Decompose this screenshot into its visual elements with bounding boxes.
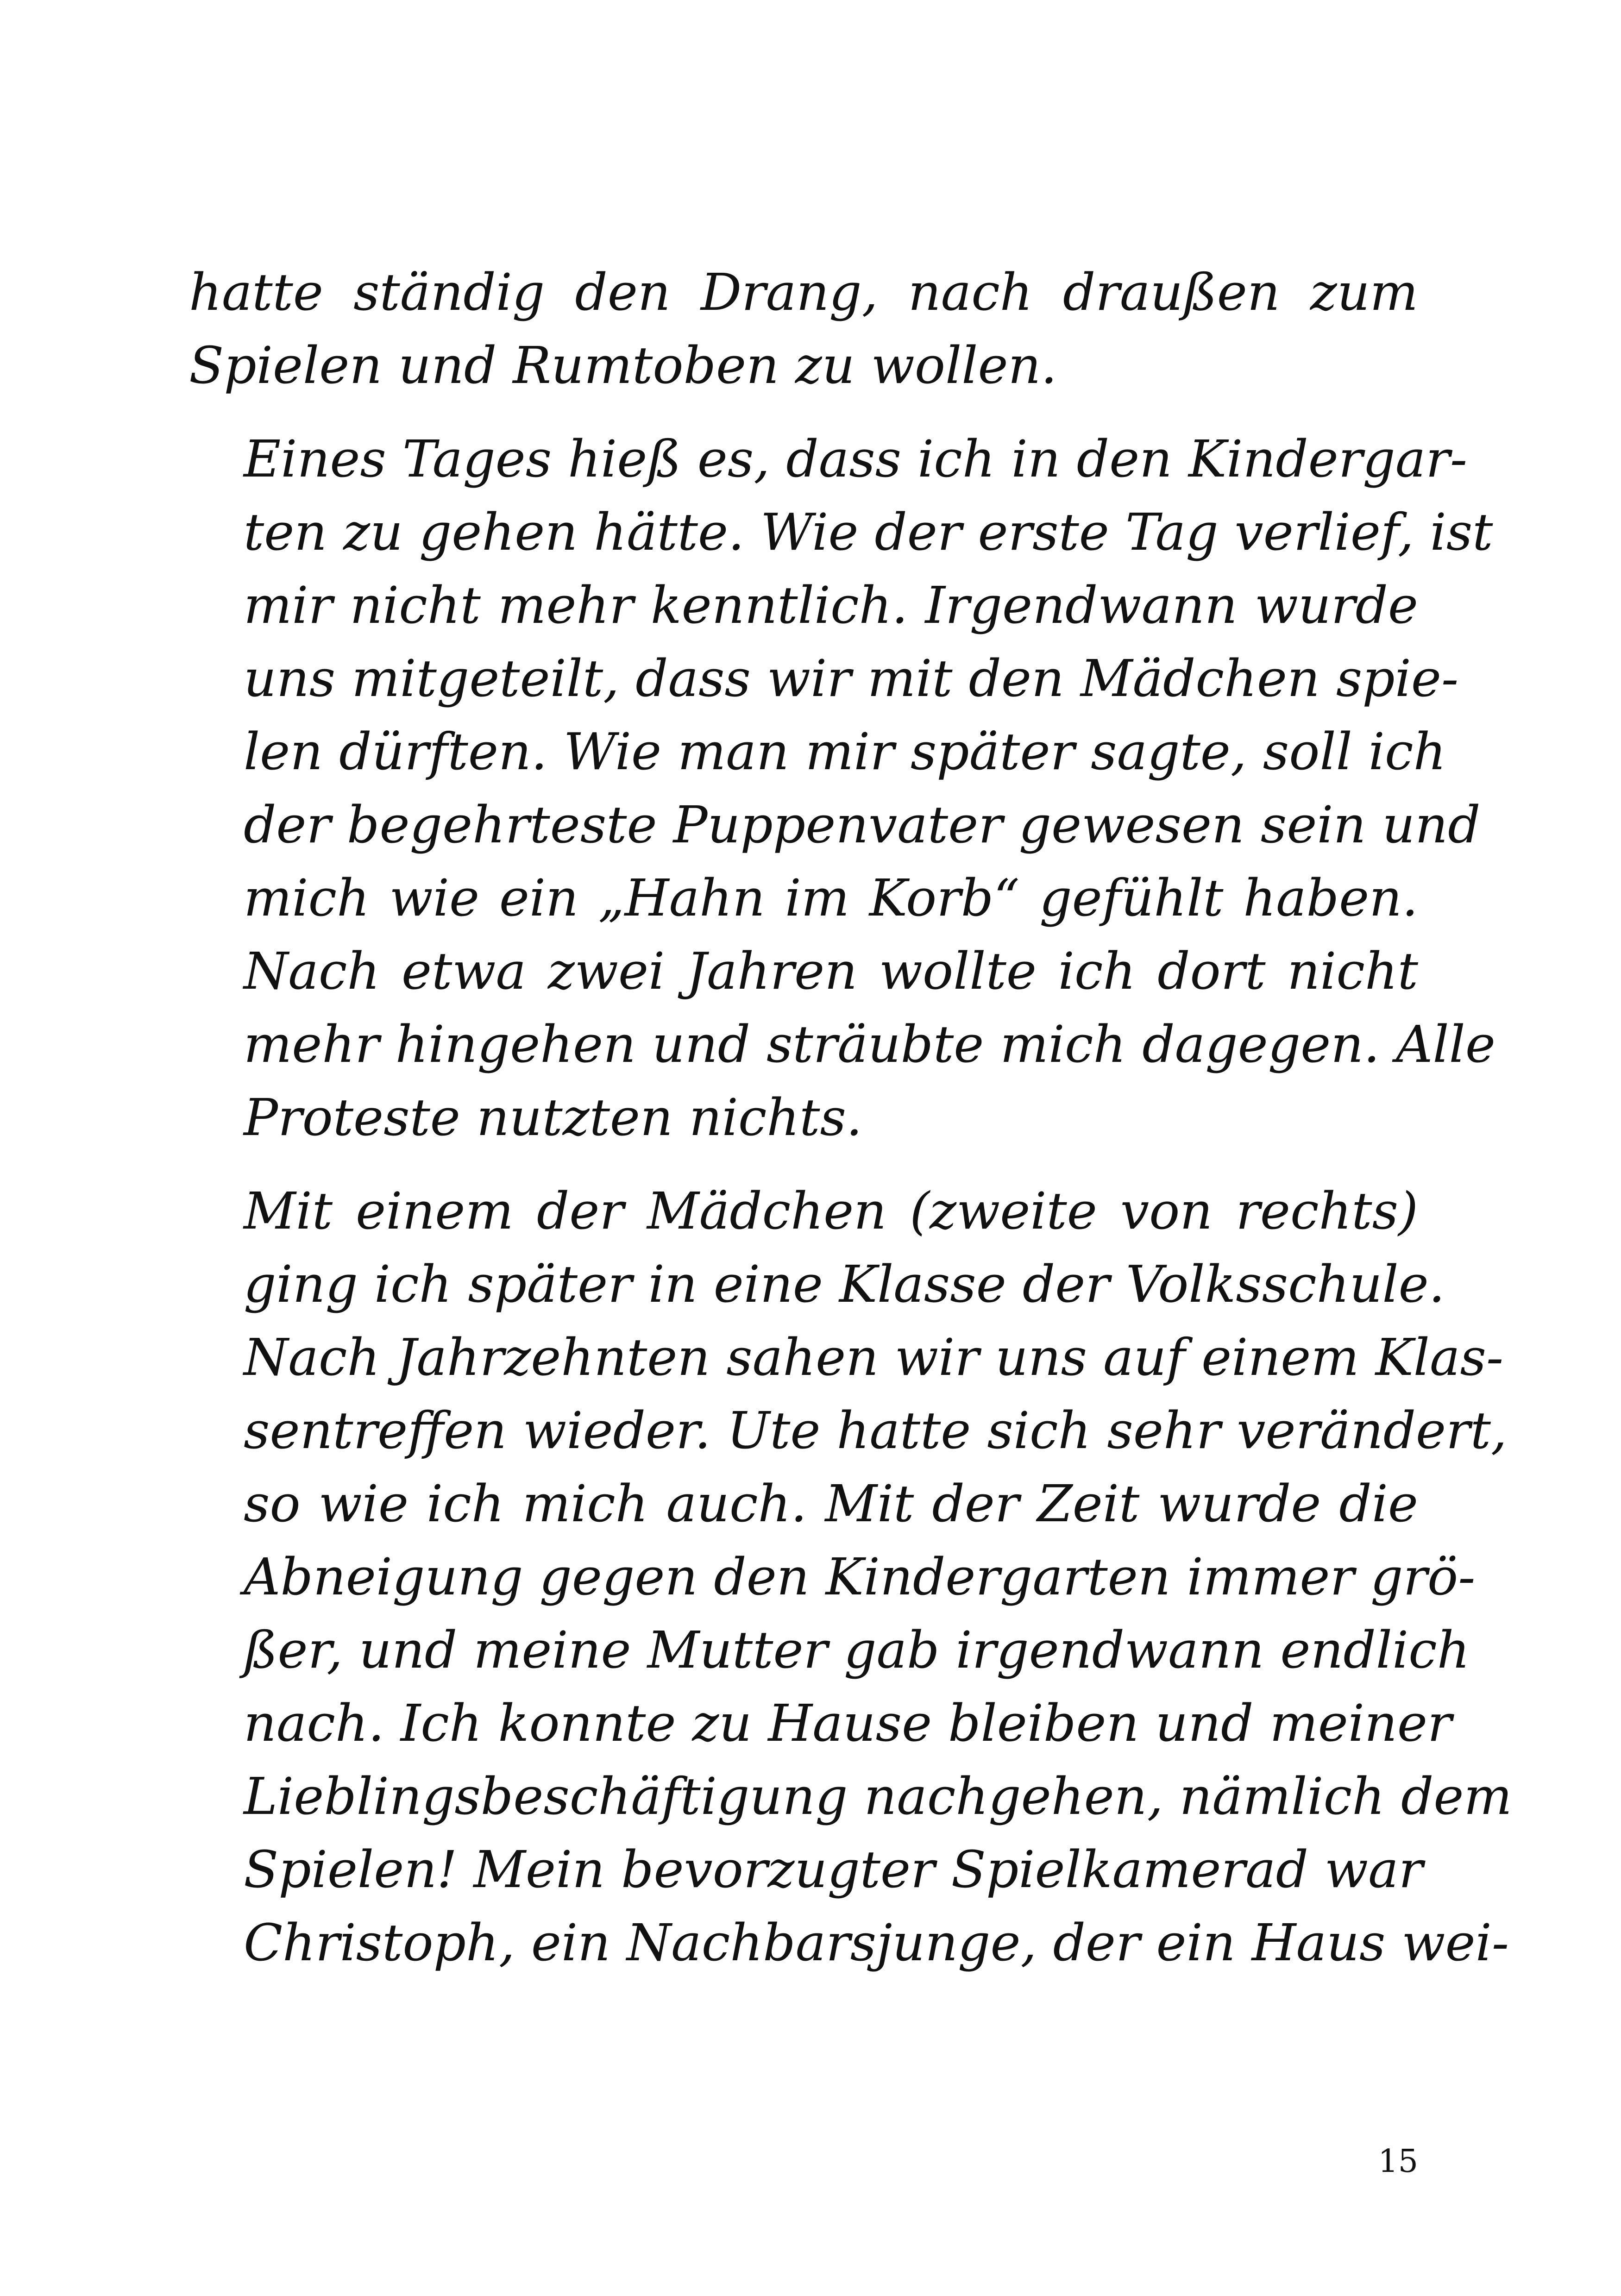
text-line: Lieblingsbeschäftigung nachgehen, nämlich dem — [244, 1767, 1512, 1826]
text-line: Mit einem der Mädchen (zweite von rechts) — [244, 1181, 1418, 1241]
text-line: uns mitgeteilt, dass wir mit den Mädchen spie- — [244, 649, 1459, 708]
text-line: nach. Ich konnte zu Hause bleiben und meiner — [244, 1694, 1452, 1753]
text-line: Nach Jahrzehnten sahen wir uns auf einem Klas- — [244, 1328, 1504, 1387]
page-number: 15 — [1378, 2143, 1418, 2180]
text-line: sentreffen wieder. Ute hatte sich sehr verändert, — [244, 1401, 1507, 1460]
text-line: mich wie ein „Hahn im Korb“ gefühlt haben. — [244, 868, 1418, 928]
text-line: ging ich später in eine Klasse der Volksschule. — [244, 1255, 1445, 1314]
text-line: Proteste nutzten nichts. — [244, 1088, 862, 1147]
paragraph-continuation — [189, 256, 1418, 402]
text-line: ten zu gehen hätte. Wie der erste Tag verlief, ist — [244, 502, 1493, 562]
text-line: ßer, und meine Mutter gab irgendwann endlich — [244, 1620, 1470, 1680]
text-line: mir nicht mehr kenntlich. Irgendwann wurde — [244, 576, 1418, 635]
paragraph-kindergarten — [189, 422, 1495, 1154]
text-line: der begehrteste Puppenvater gewesen sein und — [244, 795, 1481, 854]
text-line: Christoph, ein Nachbarsjunge, der ein Haus wei- — [244, 1913, 1509, 1972]
text-line: len dürften. Wie man mir später sagte, soll ich — [244, 722, 1446, 781]
text-line: Nach etwa zwei Jahren wollte ich dort nicht — [244, 941, 1418, 1001]
text-line: Spielen! Mein bevorzugter Spielkamerad war — [244, 1840, 1423, 1899]
text-line: hatte ständig den Drang, nach draußen zum — [189, 263, 1418, 322]
paragraph-volksschule — [189, 1174, 1512, 1979]
text-line: mehr hingehen und sträubte mich dagegen. Alle — [244, 1015, 1495, 1074]
text-line: so wie ich mich auch. Mit der Zeit wurde die — [244, 1474, 1418, 1533]
text-line: Spielen und Rumtoben zu wollen. — [189, 336, 1057, 395]
text-line: Abneigung gegen den Kindergarten immer grö- — [244, 1547, 1476, 1606]
body-text — [189, 256, 1512, 1979]
text-line: Eines Tages hieß es, dass ich in den Kindergar- — [244, 429, 1468, 489]
